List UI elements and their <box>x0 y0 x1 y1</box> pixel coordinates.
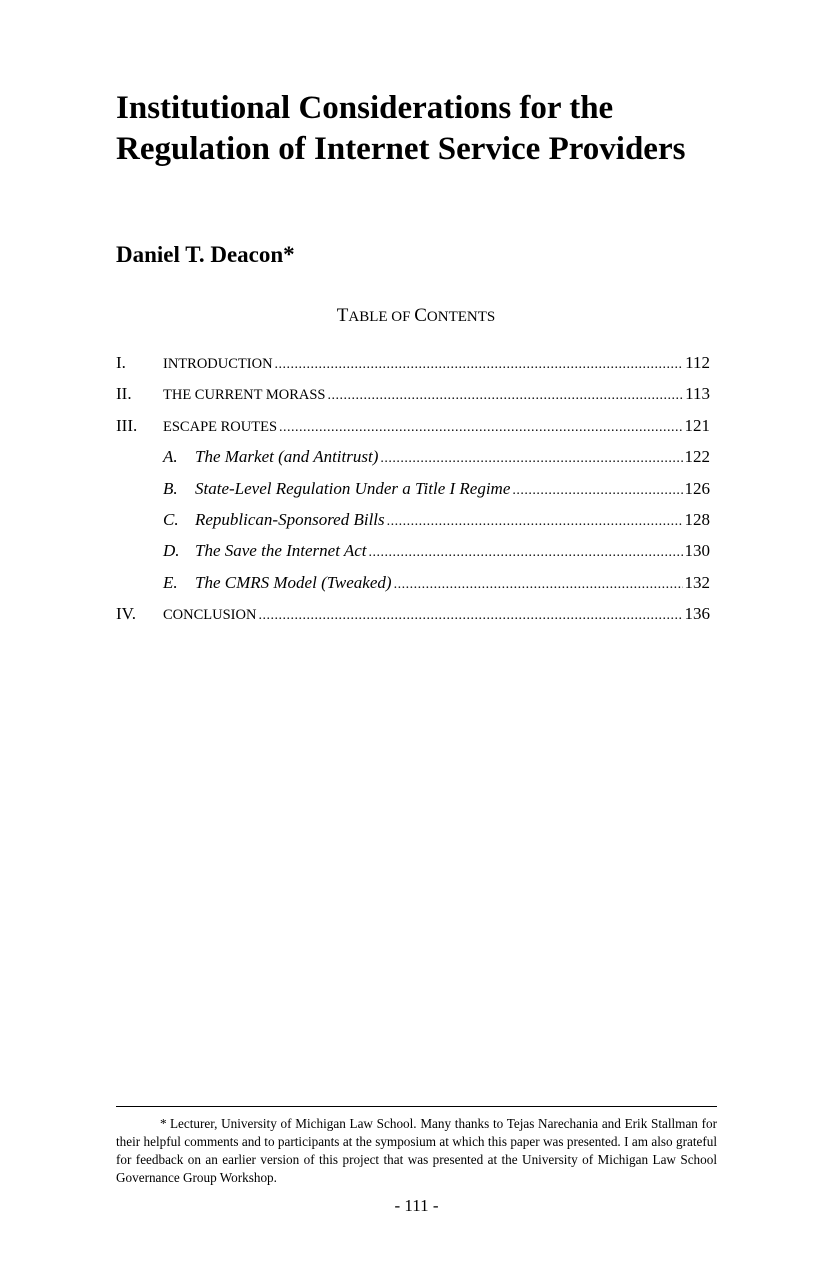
toc-entry-number: II. <box>116 384 132 404</box>
toc-leader-dots <box>380 443 682 474</box>
toc-entry-page: 121 <box>684 415 710 435</box>
toc-heading-part: C <box>414 305 427 326</box>
toc-heading-part: ONTENTS <box>426 309 496 325</box>
article-title: Institutional Considerations for the Regulation of Internet Service Providers <box>116 90 686 167</box>
toc-entry-page: 136 <box>684 604 710 624</box>
toc-entry-label: Republican-Sponsored Bills <box>195 509 385 529</box>
footnote-marker: * <box>160 1116 167 1131</box>
toc-entry[interactable] <box>116 378 710 409</box>
table-of-contents <box>116 347 710 630</box>
toc-heading-part: ABLE OF <box>348 309 415 325</box>
toc-subentry[interactable] <box>116 504 710 535</box>
toc-heading <box>116 303 716 330</box>
toc-heading-part: T <box>336 305 349 326</box>
toc-leader-dots <box>258 600 682 631</box>
page-number: - 111 - <box>394 1196 439 1215</box>
toc-entry-number: IV. <box>116 604 136 624</box>
toc-entry-number: B. <box>163 478 178 498</box>
author-name: Daniel T. Deacon* <box>116 242 295 267</box>
toc-entry-label: The Save the Internet Act <box>195 541 367 561</box>
toc-leader-dots <box>275 349 684 380</box>
toc-entry-page: 132 <box>684 572 710 592</box>
toc-entry-number: A. <box>163 447 178 467</box>
toc-entry-label: CONCLUSION <box>163 607 257 624</box>
toc-entry-page: 130 <box>684 541 710 561</box>
toc-entry[interactable] <box>116 410 710 441</box>
toc-subentry[interactable] <box>116 535 710 566</box>
footnote-text: Lecturer, University of Michigan Law School. Many thanks to Tejas Narechania and Erik Stallman for their helpful comments and to participants at the symposium at which this paper was presented. I am also grateful for feedback on an earlier version of this project that was presented at the University of Michigan Law School Governance Group Workshop. <box>116 1116 717 1185</box>
toc-entry-label: INTRODUCTION <box>163 356 273 372</box>
toc-entry[interactable] <box>116 598 710 629</box>
toc-entry-label: The Market (and Antitrust) <box>195 447 379 467</box>
toc-leader-dots <box>512 475 682 506</box>
toc-leader-dots <box>279 412 682 443</box>
toc-entry-page: 112 <box>685 353 710 372</box>
toc-subentry[interactable] <box>116 473 710 504</box>
toc-entry-number: III. <box>116 415 138 435</box>
toc-entry-page: 128 <box>684 509 710 529</box>
toc-entry-page: 126 <box>684 478 710 498</box>
footnote-divider <box>116 1106 717 1107</box>
toc-leader-dots <box>387 506 683 537</box>
toc-entry-page: 122 <box>684 447 710 467</box>
toc-leader-dots <box>394 569 683 600</box>
toc-entry-label: THE CURRENT MORASS <box>163 387 326 404</box>
toc-entry-page: 113 <box>685 384 710 404</box>
toc-entry-label: ESCAPE ROUTES <box>163 418 278 435</box>
toc-leader-dots <box>327 380 683 411</box>
toc-entry[interactable] <box>116 347 710 378</box>
toc-entry-label: The CMRS Model (Tweaked) <box>195 572 392 592</box>
footnote <box>116 1115 717 1187</box>
toc-leader-dots <box>369 537 683 568</box>
toc-entry-number: I. <box>116 353 126 372</box>
toc-entry-number: D. <box>163 541 180 561</box>
toc-subentry[interactable] <box>116 567 710 598</box>
toc-entry-label: State-Level Regulation Under a Title I Regime <box>195 478 511 498</box>
toc-subentry[interactable] <box>116 441 710 472</box>
toc-entry-number: E. <box>163 572 178 592</box>
toc-entry-number: C. <box>163 509 179 529</box>
